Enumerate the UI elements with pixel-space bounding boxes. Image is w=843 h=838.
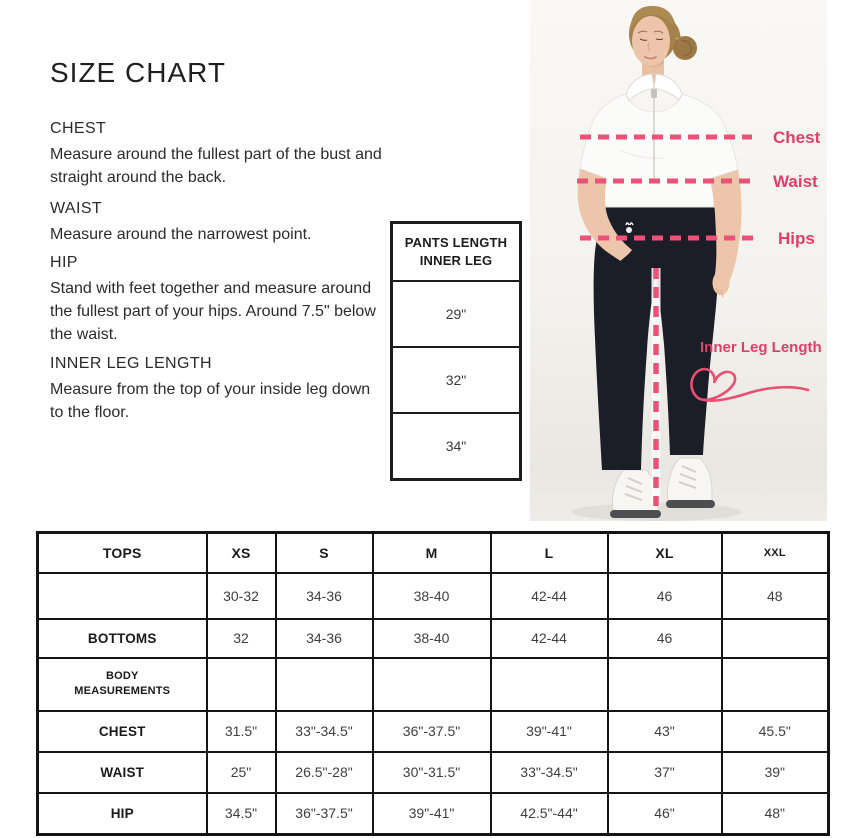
size-value: 34-36 bbox=[276, 619, 373, 658]
size-row-tops-values bbox=[38, 573, 829, 619]
size-value: 33"-34.5" bbox=[276, 711, 373, 752]
row-label: BOTTOMS bbox=[38, 619, 207, 658]
size-value: 30"-31.5" bbox=[373, 752, 491, 793]
pants-length-row: 29" bbox=[393, 280, 519, 346]
size-value: 43" bbox=[608, 711, 722, 752]
size-value bbox=[608, 658, 722, 711]
size-row-body-measurements bbox=[38, 658, 829, 711]
size-value: 26.5"-28" bbox=[276, 752, 373, 793]
size-row-hip bbox=[38, 793, 829, 835]
size-value bbox=[373, 658, 491, 711]
column-header: S bbox=[276, 533, 373, 573]
waist-label: Waist bbox=[773, 172, 818, 191]
size-value: 36"-37.5" bbox=[373, 711, 491, 752]
size-value: 31.5" bbox=[207, 711, 276, 752]
pants-length-header-line1: PANTS LENGTH bbox=[404, 235, 508, 250]
inner-leg-label: Inner Leg Length bbox=[700, 339, 822, 356]
size-value: 38-40 bbox=[373, 573, 491, 619]
size-table bbox=[36, 531, 830, 836]
size-value: 33"-34.5" bbox=[491, 752, 608, 793]
pants-length-table bbox=[390, 221, 522, 481]
instruction-hip bbox=[50, 254, 384, 346]
size-value: 39"-41" bbox=[373, 793, 491, 835]
column-header: XS bbox=[207, 533, 276, 573]
size-table-header-row bbox=[38, 533, 829, 573]
chest-label: Chest bbox=[773, 128, 821, 147]
row-label: WAIST bbox=[38, 752, 207, 793]
hips-label: Hips bbox=[778, 229, 815, 248]
instruction-heading: HIP bbox=[50, 254, 78, 271]
size-value: 34.5" bbox=[207, 793, 276, 835]
instruction-waist bbox=[50, 200, 384, 246]
size-value: 42-44 bbox=[491, 573, 608, 619]
instruction-body: Measure around the narrowest point. bbox=[50, 226, 312, 243]
size-value bbox=[722, 619, 829, 658]
instruction-chest bbox=[50, 120, 384, 189]
hair-bun bbox=[673, 36, 697, 60]
size-value bbox=[276, 658, 373, 711]
size-value: 48 bbox=[722, 573, 829, 619]
size-value: 46" bbox=[608, 793, 722, 835]
column-header: TOPS bbox=[38, 533, 207, 573]
pants-length-row: 32" bbox=[393, 346, 519, 412]
instruction-body: Stand with feet together and measure around the fullest part of your hips. Around 7.5" below the waist. bbox=[50, 280, 376, 343]
column-header: XL bbox=[608, 533, 722, 573]
row-label bbox=[38, 573, 207, 619]
column-header: XXL bbox=[722, 533, 829, 573]
size-value: 25" bbox=[207, 752, 276, 793]
instruction-heading: CHEST bbox=[50, 120, 107, 137]
model-photo bbox=[530, 0, 827, 521]
row-label: HIP bbox=[38, 793, 207, 835]
instruction-body: Measure from the top of your inside leg down to the floor. bbox=[50, 381, 371, 421]
instruction-body: Measure around the fullest part of the bust and straight around the back. bbox=[50, 146, 382, 186]
instruction-heading: WAIST bbox=[50, 200, 103, 217]
size-value: 46 bbox=[608, 619, 722, 658]
size-table-container bbox=[36, 531, 830, 836]
instruction-inner-leg bbox=[50, 355, 384, 424]
size-value: 46 bbox=[608, 573, 722, 619]
size-row-waist bbox=[38, 752, 829, 793]
model-photo-illustration bbox=[530, 0, 827, 521]
column-header: M bbox=[373, 533, 491, 573]
size-value: 42.5"-44" bbox=[491, 793, 608, 835]
size-value bbox=[722, 658, 829, 711]
size-value: 39"-41" bbox=[491, 711, 608, 752]
size-value: 34-36 bbox=[276, 573, 373, 619]
size-value: 42-44 bbox=[491, 619, 608, 658]
pants-length-header-line2: INNER LEG bbox=[419, 253, 493, 268]
size-value bbox=[491, 658, 608, 711]
size-value: 36"-37.5" bbox=[276, 793, 373, 835]
instruction-heading: INNER LEG LENGTH bbox=[50, 355, 212, 372]
size-row-bottoms bbox=[38, 619, 829, 658]
column-header: L bbox=[491, 533, 608, 573]
page-title: SIZE CHART bbox=[50, 57, 226, 88]
size-value: 38-40 bbox=[373, 619, 491, 658]
size-value bbox=[207, 658, 276, 711]
size-value: 39" bbox=[722, 752, 829, 793]
size-value: 45.5" bbox=[722, 711, 829, 752]
size-value: 32 bbox=[207, 619, 276, 658]
pants-length-table-header bbox=[393, 224, 519, 280]
size-row-chest bbox=[38, 711, 829, 752]
pants-length-row: 34" bbox=[393, 412, 519, 478]
row-label: BODY MEASUREMENTS bbox=[38, 658, 207, 711]
size-value: 48" bbox=[722, 793, 829, 835]
size-value: 37" bbox=[608, 752, 722, 793]
row-label: CHEST bbox=[38, 711, 207, 752]
size-value: 30-32 bbox=[207, 573, 276, 619]
